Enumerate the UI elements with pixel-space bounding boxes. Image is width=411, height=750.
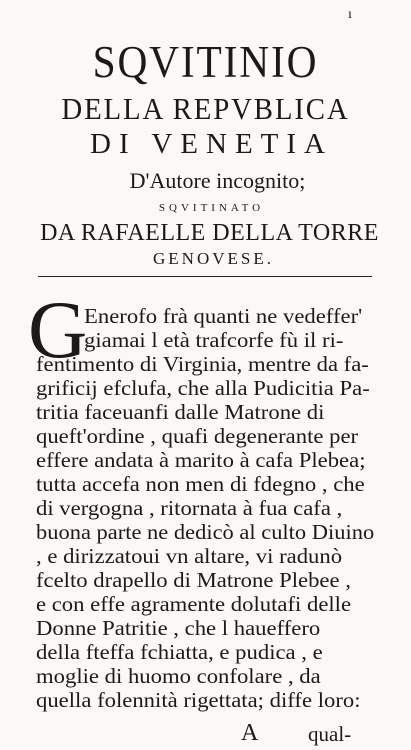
title-sub: DELLA REPVBLICA	[61, 91, 350, 126]
body-line: , e dirizzatoui vn altare, vi radunò	[36, 544, 343, 568]
author-note: D'Autore incognito;	[129, 168, 306, 193]
body-line: Donne Patritie , che l haueffero	[36, 616, 321, 640]
body-line: tutta accefa non men di fdegno , che	[36, 472, 365, 496]
body-line: buona parte ne dedicò al culto Diuino	[36, 520, 375, 544]
scrutinized-label: SQVITINATO	[158, 202, 265, 214]
title-main: SQVITINIO	[92, 37, 319, 87]
body-line: quella folennità rigettata; diffe loro:	[36, 688, 361, 712]
body-line: grificij efclufa, che alla Pudicitia Pa-	[36, 376, 370, 400]
drop-cap: G	[28, 284, 88, 375]
body-line: tritia faceuanfi dalle Matrone di	[36, 400, 325, 424]
signature-mark: A	[241, 720, 259, 746]
body-line: fcelto drapello di Matrone Plebee ,	[36, 568, 351, 592]
body-line: queft'ordine , quafi degenerante per	[36, 424, 359, 448]
body-first-line: Enerofo frà quanti ne vedeffer'	[84, 304, 363, 328]
body-line: e con effe agramente dolutafi delle	[36, 592, 352, 616]
author-byline: DA RAFAELLE DELLA TORRE	[40, 220, 379, 246]
page-corner-mark: ı	[348, 7, 352, 22]
header-rule	[38, 276, 372, 277]
body-line: di vergogna , ritornata à fua cafa ,	[36, 496, 343, 520]
body-line: giamai l età trafcorfe fù il ri-	[84, 328, 344, 352]
author-origin: GENOVESE.	[153, 249, 274, 268]
body-line: effere andata à marito à cafa Plebea;	[36, 448, 366, 472]
catchword: qual-	[308, 722, 352, 746]
body-line: moglie di huomo confolare , da	[36, 664, 321, 688]
body-line: fentimento di Virginia, mentre da fa-	[36, 352, 369, 376]
body-line: della fteffa fchiatta, e pudica , e	[36, 640, 323, 664]
title-city: DI VENETIA	[90, 128, 333, 160]
